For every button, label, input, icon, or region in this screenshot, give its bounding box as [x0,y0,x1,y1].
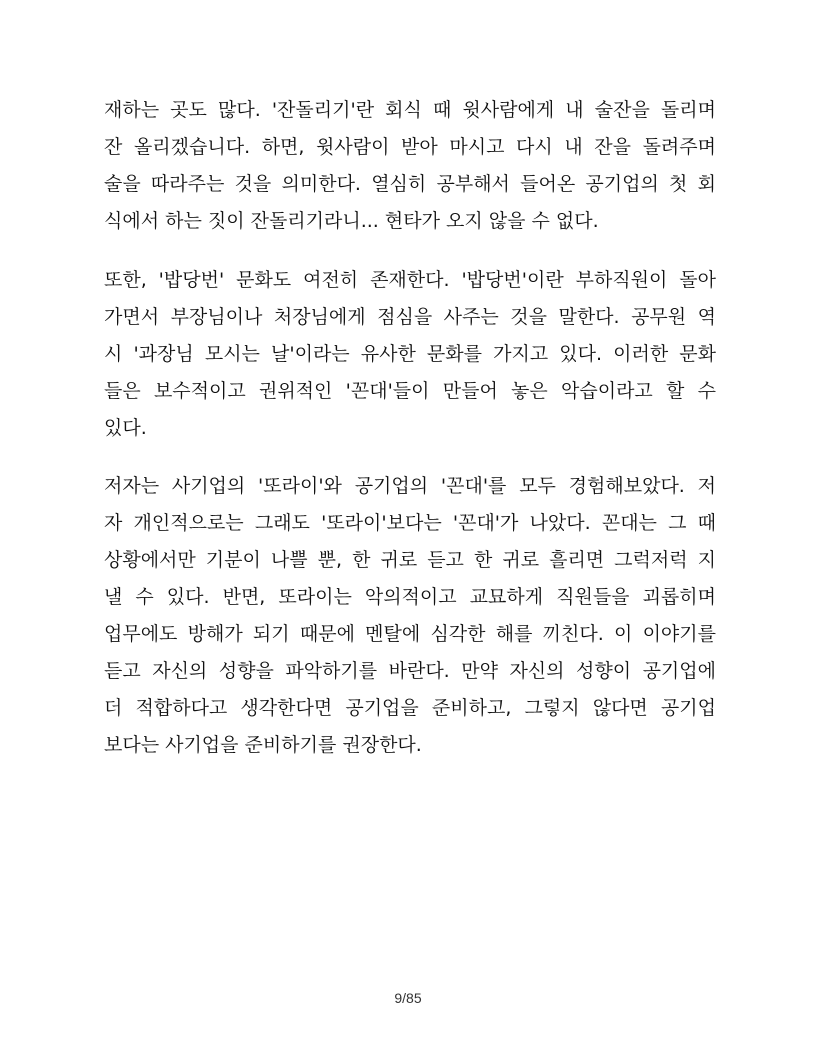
text-line: 재하는 곳도 많다. '잔돌리기'란 회식 때 윗사람에게 내 술잔을 돌리며 [104,99,716,121]
text-line: 들은 보수적이고 권위적인 '꼰대'들이 만들어 놓은 악습이라고 할 수 [104,380,716,402]
text-line: 저자는 사기업의 '또라이'와 공기업의 '꼰대'를 모두 경험해보았다. 저 [104,475,716,497]
text-line: 보다는 사기업을 준비하기를 권장한다. [104,734,422,756]
text-line: 낼 수 있다. 반면, 또라이는 악의적이고 교묘하게 직원들을 괴롭히며 [104,586,716,608]
text-line: 업무에도 방해가 되기 때문에 멘탈에 심각한 해를 끼친다. 이 이야기를 [104,623,716,645]
text-line: 술을 따라주는 것을 의미한다. 열심히 공부해서 들어온 공기업의 첫 회 [104,173,716,195]
page-number: 9/85 [394,990,422,1006]
text-line: 더 적합하다고 생각한다면 공기업을 준비하고, 그렇지 않다면 공기업 [104,697,716,719]
paragraph-drinking-culture [104,92,716,240]
text-line: 식에서 하는 짓이 잔돌리기라니... 현타가 오지 않을 수 없다. [104,210,599,232]
text-line: 또한, '밥당번' 문화도 여전히 존재한다. '밥당번'이란 부하직원이 돌아 [104,269,716,291]
text-line: 잔 올리겠습니다. 하면, 윗사람이 받아 마시고 다시 내 잔을 돌려주며 [104,136,716,158]
text-line: 시 '과장님 모시는 날'이라는 유사한 문화를 가지고 있다. 이러한 문화 [104,343,716,365]
text-line: 듣고 자신의 성향을 파악하기를 바란다. 만약 자신의 성향이 공기업에 [104,660,716,682]
text-line: 있다. [104,417,147,439]
paragraph-lunch-duty [104,262,716,447]
paragraph-author-opinion [104,468,716,764]
text-line: 자 개인적으로는 그래도 '또라이'보다는 '꼰대'가 나았다. 꼰대는 그 때 [104,512,716,534]
text-line: 가면서 부장님이나 처장님에게 점심을 사주는 것을 말한다. 공무원 역 [104,306,716,328]
text-line: 상황에서만 기분이 나쁠 뿐, 한 귀로 듣고 한 귀로 흘리면 그럭저럭 지 [104,549,716,571]
